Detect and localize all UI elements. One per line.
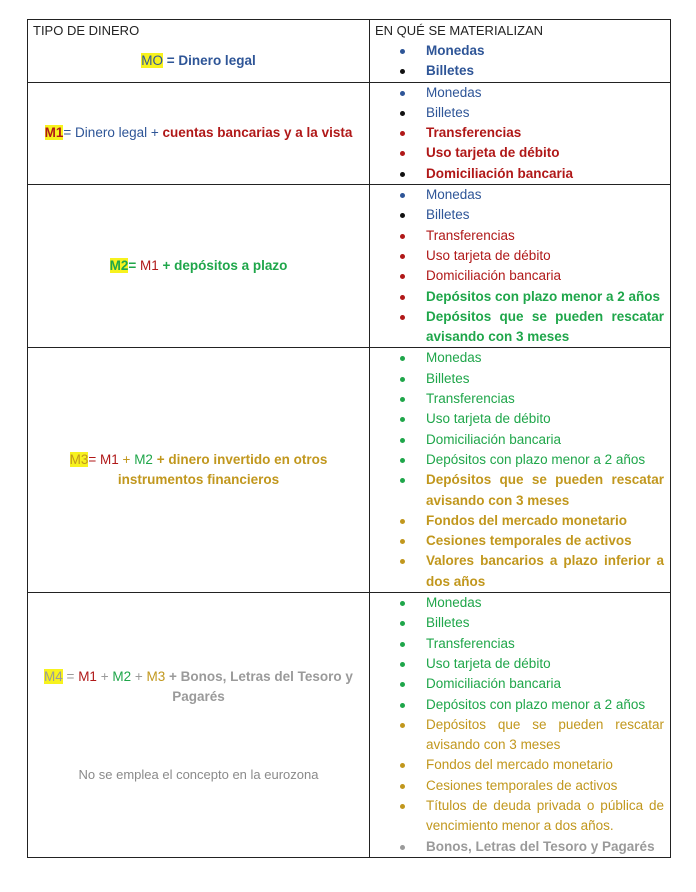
list-item <box>370 103 664 123</box>
formula-part: cuentas bancarias y a la vista <box>162 125 353 141</box>
list-item-text: Uso tarjeta de débito <box>426 655 551 671</box>
bullet-icon <box>400 111 405 116</box>
materialization-cell <box>370 348 670 592</box>
formula-part: + Bonos, Letras del Tesoro y Pagarés <box>165 669 353 705</box>
aggregate-code: M1 <box>44 125 64 141</box>
bullet-icon <box>400 295 405 300</box>
bullet-icon <box>400 703 405 708</box>
list-item-text: Depósitos que se pueden rescatar avisando con 3 meses <box>426 308 664 345</box>
bullet-icon <box>400 417 405 422</box>
bullet-icon <box>400 845 405 850</box>
list-item-text: Títulos de deuda privada o pública de vencimiento menor a dos años. <box>426 797 664 834</box>
list-item <box>370 185 664 205</box>
list-item <box>370 409 664 429</box>
list-item <box>370 369 664 389</box>
bullet-icon <box>400 315 405 320</box>
list-item-text: Cesiones temporales de activos <box>426 533 632 549</box>
list-item <box>370 613 664 633</box>
table-row-m4 <box>28 592 670 857</box>
list-item-text: Depósitos que se pueden rescatar avisando con 3 meses <box>426 472 664 508</box>
formula-part: = <box>88 452 101 468</box>
bullet-icon <box>400 131 405 136</box>
list-item <box>370 654 664 674</box>
money-type-cell <box>28 83 370 184</box>
formula-part: M2 <box>134 452 153 468</box>
list-item <box>370 755 664 775</box>
bullet-icon <box>400 151 405 156</box>
formula-part: + <box>96 669 113 685</box>
bullet-icon <box>400 621 405 626</box>
money-formula <box>36 450 361 490</box>
list-item-text: Depósitos que se pueden rescatar avisando con 3 meses <box>426 716 664 753</box>
formula-part: = Dinero legal <box>163 53 256 69</box>
list-item <box>370 123 664 143</box>
list-item <box>370 41 664 61</box>
list-item <box>370 205 664 225</box>
materialization-list <box>370 593 664 857</box>
list-item <box>370 430 664 450</box>
table-row-m0 <box>28 41 670 82</box>
list-item-text: Domiciliación bancaria <box>426 268 562 284</box>
list-item <box>370 61 664 81</box>
list-item-text: Monedas <box>426 350 482 366</box>
aggregate-code: M3 <box>69 452 89 468</box>
list-item <box>370 143 664 163</box>
bullet-icon <box>400 539 405 544</box>
materialization-cell <box>370 593 670 857</box>
bullet-icon <box>400 356 405 361</box>
aggregate-code: M2 <box>109 258 129 274</box>
table-body <box>28 41 670 857</box>
money-type-cell <box>28 593 370 857</box>
list-item-text: Domiciliación bancaria <box>426 165 574 181</box>
bullet-icon <box>400 478 405 483</box>
materialization-list <box>370 41 664 82</box>
list-item-text: Depósitos con plazo menor a 2 años <box>426 696 646 712</box>
list-item-text: Domiciliación bancaria <box>426 431 562 447</box>
bullet-icon <box>400 397 405 402</box>
list-item-text: Bonos, Letras del Tesoro y Pagarés <box>426 838 655 854</box>
list-item-text: Valores bancarios a plazo inferior a dos años <box>426 553 664 589</box>
list-item <box>370 776 664 796</box>
list-item <box>370 348 664 368</box>
list-item <box>370 470 664 511</box>
bullet-icon <box>400 377 405 382</box>
formula-part: M1 <box>139 258 159 274</box>
bullet-icon <box>400 601 405 606</box>
money-type-cell <box>28 348 370 592</box>
list-item <box>370 531 664 551</box>
list-item <box>370 837 664 857</box>
list-item-text: Depósitos con plazo menor a 2 años <box>426 451 646 467</box>
aggregate-code: M4 <box>44 669 63 685</box>
table-header <box>28 20 670 41</box>
formula-part: M1 <box>100 452 119 468</box>
formula-part: + dinero invertido en otros instrumentos financieros <box>117 452 328 488</box>
table-row-m2 <box>28 184 670 347</box>
formula-part: + depósitos a plazo <box>158 258 288 274</box>
list-item-text: Uso tarjeta de débito <box>426 247 551 263</box>
bullet-icon <box>400 254 405 259</box>
materialization-list <box>370 185 664 347</box>
bullet-icon <box>400 91 405 96</box>
money-type-cell <box>28 41 370 82</box>
list-item-text: Monedas <box>426 43 485 58</box>
list-item <box>370 450 664 470</box>
table-row-m1 <box>28 82 670 184</box>
bullet-icon <box>400 274 405 279</box>
bullet-icon <box>400 69 405 74</box>
bullet-icon <box>400 172 405 177</box>
bullet-icon <box>400 662 405 667</box>
list-item <box>370 695 664 715</box>
formula-part: M1 <box>78 669 97 685</box>
formula-part: M2 <box>112 669 132 685</box>
list-item-text: Transferencias <box>426 227 515 243</box>
list-item <box>370 551 664 592</box>
bullet-icon <box>400 642 405 647</box>
list-item <box>370 246 664 266</box>
bullet-icon <box>400 804 405 809</box>
list-item-text: Billetes <box>426 615 470 631</box>
list-item <box>370 83 664 103</box>
list-item-text: Monedas <box>426 187 482 203</box>
money-formula <box>141 51 255 71</box>
header-en-que-se-materializan: EN QUÉ SE MATERIALIZAN <box>375 23 544 38</box>
formula-part: + <box>131 669 147 685</box>
bullet-icon <box>400 213 405 218</box>
list-item-text: Domiciliación bancaria <box>426 676 562 692</box>
list-item-text: Uso tarjeta de débito <box>426 145 560 161</box>
materialization-list <box>370 348 664 592</box>
list-item <box>370 674 664 694</box>
list-item-text: Billetes <box>426 207 470 223</box>
list-item-text: Billetes <box>426 63 475 79</box>
bullet-icon <box>400 784 405 789</box>
bullet-icon <box>400 763 405 768</box>
materialization-cell <box>370 83 670 184</box>
header-tipo-de-dinero: TIPO DE DINERO <box>28 20 370 41</box>
list-item-text: Depósitos con plazo menor a 2 años <box>426 288 661 304</box>
money-formula <box>110 256 288 276</box>
formula-part: + <box>118 452 135 468</box>
bullet-icon <box>400 519 405 524</box>
materialization-list <box>370 83 664 184</box>
bullet-icon <box>400 193 405 198</box>
list-item-text: Billetes <box>426 104 470 120</box>
table-row-m3 <box>28 347 670 592</box>
materialization-cell <box>370 185 670 347</box>
list-item-text: Transferencias <box>426 125 522 141</box>
list-item <box>370 287 664 307</box>
bullet-icon <box>400 458 405 463</box>
list-item-text: Billetes <box>426 370 470 386</box>
formula-part: = <box>128 258 140 274</box>
money-formula <box>45 123 353 143</box>
list-item <box>370 593 664 613</box>
list-item-text: Monedas <box>426 595 482 611</box>
formula-part: = Dinero legal + <box>63 125 163 141</box>
list-item-text: Cesiones temporales de activos <box>426 777 618 793</box>
money-type-cell <box>28 185 370 347</box>
list-item <box>370 796 664 837</box>
bullet-icon <box>400 559 405 564</box>
list-item-text: Monedas <box>426 84 482 100</box>
bullet-icon <box>400 723 405 728</box>
bullet-icon <box>400 682 405 687</box>
list-item <box>370 307 664 348</box>
list-item-text: Transferencias <box>426 391 515 407</box>
bullet-icon <box>400 49 405 54</box>
list-item <box>370 715 664 756</box>
list-item-text: Uso tarjeta de débito <box>426 411 551 427</box>
money-formula <box>36 667 361 707</box>
money-supply-table <box>27 19 671 858</box>
list-item <box>370 266 664 286</box>
formula-part: M3 <box>146 669 166 685</box>
list-item <box>370 634 664 654</box>
formula-part: = <box>62 669 79 685</box>
list-item <box>370 164 664 184</box>
aggregate-code: MO <box>141 53 164 69</box>
list-item-text: Fondos del mercado monetario <box>426 757 613 773</box>
materialization-cell <box>370 41 670 82</box>
list-item-text: Fondos del mercado monetario <box>426 512 628 528</box>
list-item <box>370 511 664 531</box>
bullet-icon <box>400 438 405 443</box>
list-item-text: Transferencias <box>426 635 515 651</box>
eurozone-note: No se emplea el concepto en la eurozona <box>78 767 319 783</box>
list-item <box>370 226 664 246</box>
bullet-icon <box>400 234 405 239</box>
list-item <box>370 389 664 409</box>
